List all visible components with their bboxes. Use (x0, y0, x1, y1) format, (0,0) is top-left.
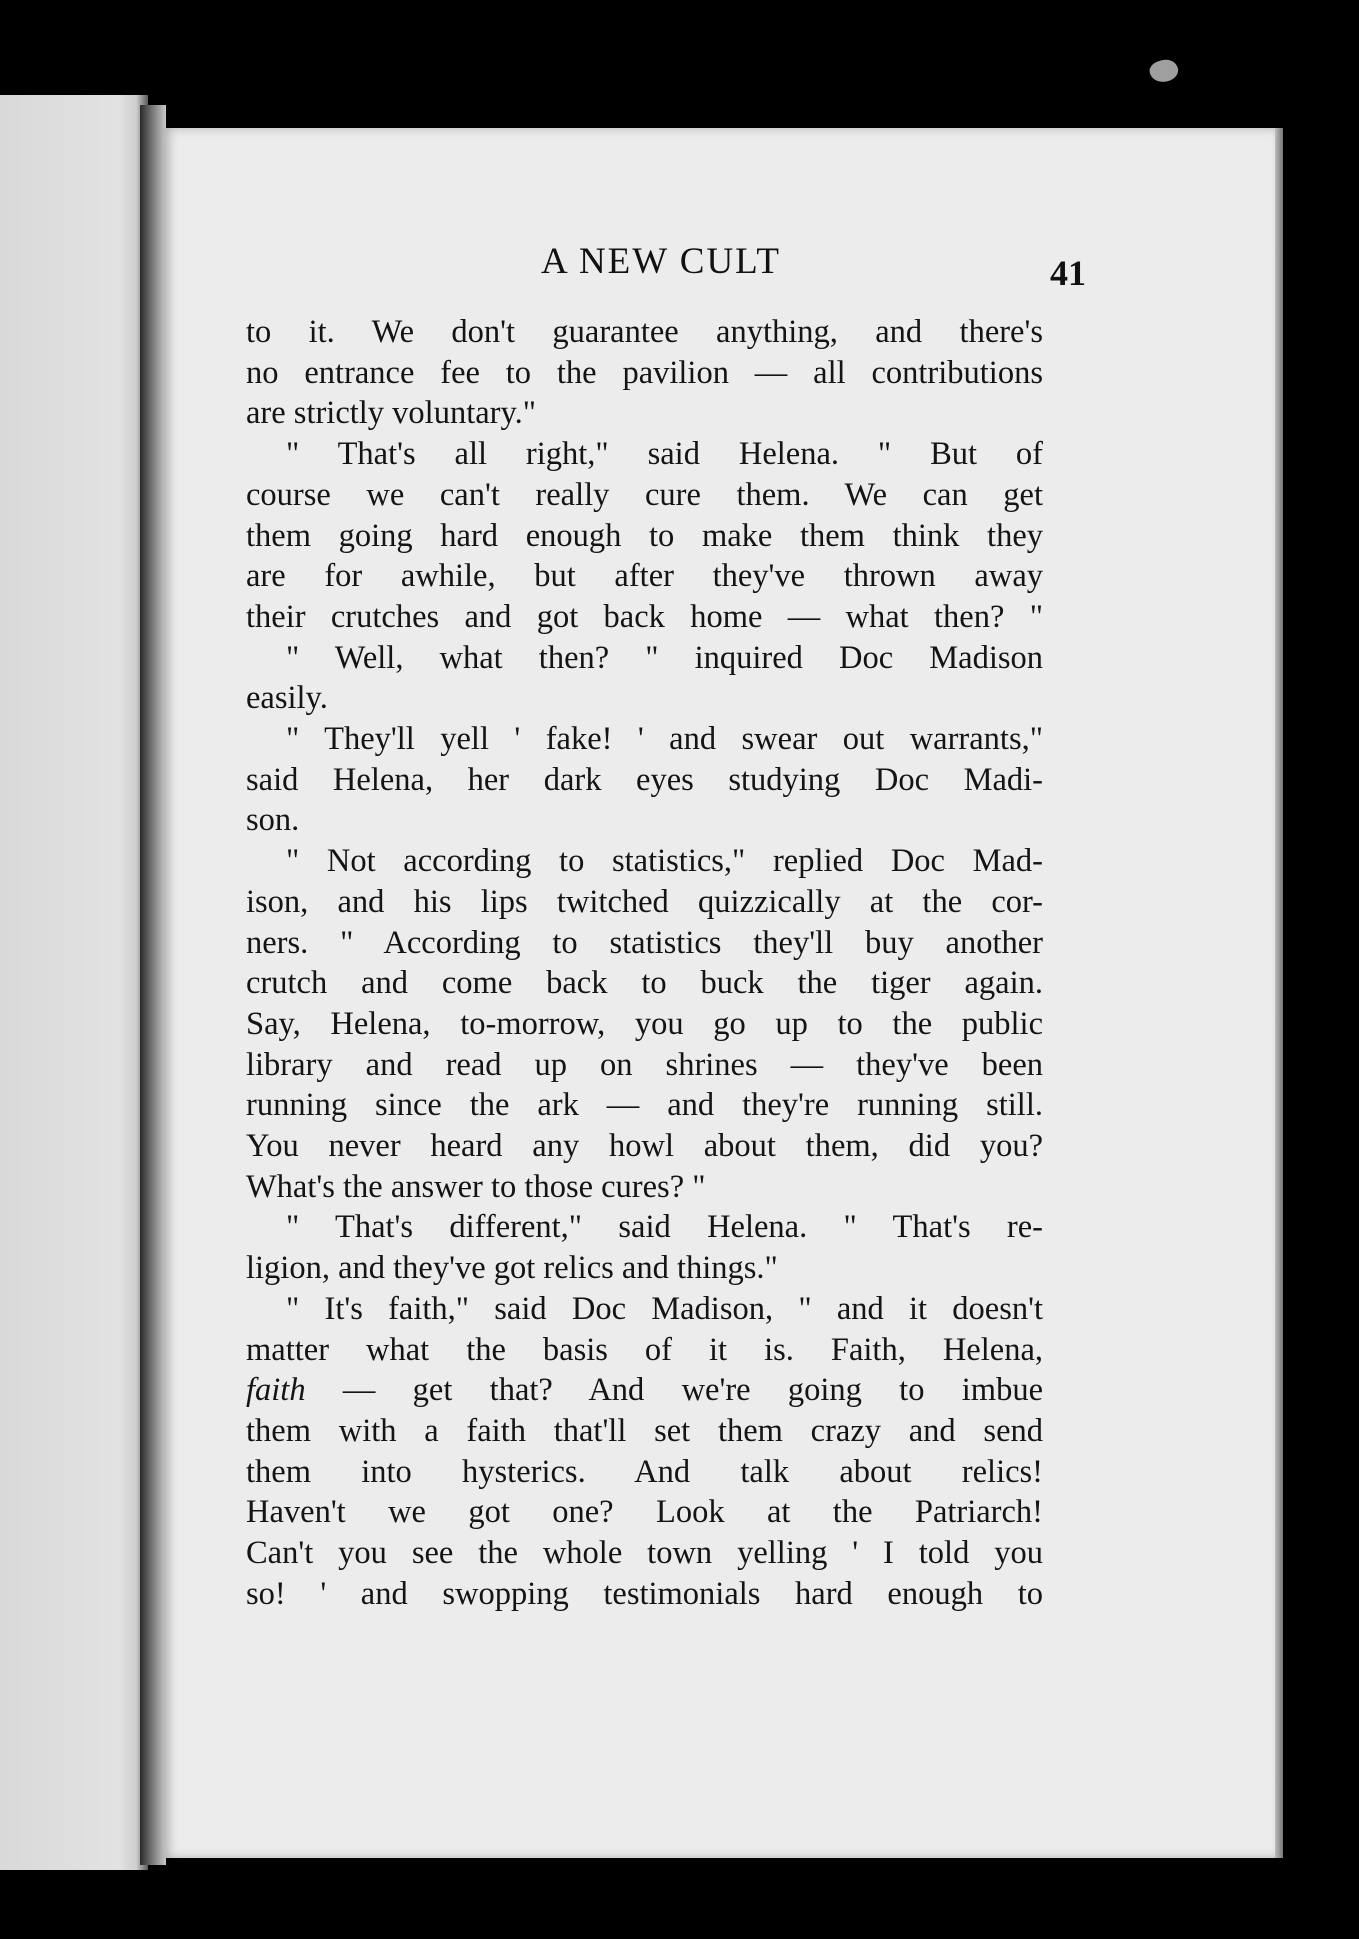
text-line: Can't you see the whole town yelling ' I told you (246, 1535, 1043, 1572)
text-line: course we can't really cure them. We can get (246, 476, 1043, 513)
page-header (246, 240, 1086, 293)
text-line: ison, and his lips twitched quizzically at the cor- (246, 883, 1043, 920)
text-line: them into hysterics. And talk about relics! (246, 1453, 1043, 1490)
text-line: to it. We don't guarantee anything, and there's (246, 314, 1043, 350)
facing-page-edge (0, 95, 148, 1870)
text-line: are strictly voluntary." (246, 395, 537, 432)
text-line: " Well, what then? " inquired Doc Madison (286, 639, 1043, 676)
text-line: so! ' and swopping testimonials hard enough to (246, 1575, 1043, 1612)
running-head: A NEW CULT (541, 241, 781, 282)
italic-word: faith (246, 1372, 306, 1409)
body-text (246, 312, 1043, 1615)
text-line: " That's all right," said Helena. " But of (286, 436, 1043, 473)
text-line: ners. " According to statistics they'll buy another (246, 924, 1043, 961)
text-line: " Not according to statistics," replied Doc Mad- (286, 843, 1043, 880)
scan-blemish (1147, 56, 1181, 86)
text-line: easily. (246, 680, 328, 717)
text-line: " They'll yell ' fake! ' and swear out warrants," (286, 721, 1043, 758)
text-line: What's the answer to those cures? " (246, 1168, 706, 1205)
text-line: Haven't we got one? Look at the Patriarch! (246, 1494, 1043, 1531)
text-line: matter what the basis of it is. Faith, Helena, (246, 1331, 1043, 1368)
text-line: library and read up on shrines — they've been (246, 1046, 1043, 1083)
text-line: son. (246, 802, 300, 839)
text-line: Say, Helena, to-morrow, you go up to the public (246, 1005, 1043, 1042)
page-number: 41 (1050, 253, 1086, 293)
page-edge-shadow (1275, 128, 1283, 1858)
text-line: ligion, and they've got relics and things." (246, 1250, 778, 1287)
text-line: no entrance fee to the pavilion — all contributions (246, 354, 1043, 391)
text-line: said Helena, her dark eyes studying Doc Madi- (246, 761, 1043, 798)
text-line: " It's faith," said Doc Madison, " and it doesn't (286, 1290, 1043, 1327)
text-line: them going hard enough to make them think they (246, 517, 1043, 554)
text-line: running since the ark — and they're running still. (246, 1087, 1043, 1124)
text-line: are for awhile, but after they've thrown away (246, 558, 1043, 595)
text-line: crutch and come back to buck the tiger again. (246, 965, 1043, 1002)
text-line: their crutches and got back home — what then? " (246, 598, 1043, 635)
text-line: them with a faith that'll set them crazy and send (246, 1412, 1043, 1449)
text-line: " That's different," said Helena. " That's re- (286, 1209, 1043, 1246)
text-line: You never heard any howl about them, did you? (246, 1128, 1043, 1165)
text-line-italic: faith — get that? And we're going to imbue (246, 1372, 1043, 1409)
